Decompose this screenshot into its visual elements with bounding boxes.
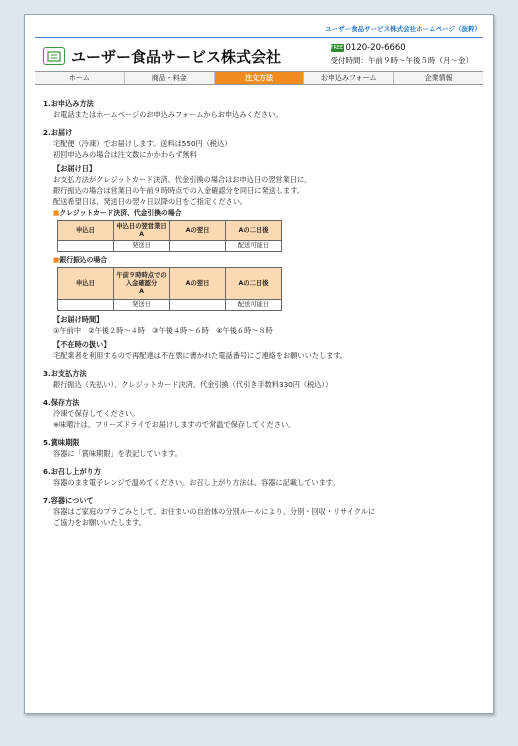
food-box-icon [47, 50, 61, 62]
section-delivery [43, 127, 479, 361]
phone-number[interactable]: 0120-20-6660 [345, 43, 406, 53]
delivery-date-text: 銀行振込の場合は営業日の午前９時時点での入金確認分を同日に発送します。 [53, 186, 304, 195]
section-body: 初回申込みの場合は注文数にかかわらず無料 [53, 150, 197, 159]
delivery-date-heading: 【お届け日】 [53, 164, 97, 173]
company-logo [43, 47, 65, 65]
document-page [24, 14, 494, 714]
section-body: ※味噌汁は、フリーズドライでお届けしますので常温で保存してください。 [53, 420, 296, 429]
nav-home[interactable]: ホーム [35, 72, 125, 84]
section-body: 容器はご家庭のプラごみとして、お住まいの自治体の分別ルールにより、分別・回収・リサイクルに [53, 507, 376, 516]
table-caption: ■クレジットカード決済、代金引換の場合 [53, 209, 182, 217]
section-title: 4.保存方法 [43, 398, 80, 407]
section-how-to-eat [43, 466, 479, 488]
table-header: Aの二日後 [226, 268, 282, 300]
table-cell: 配送可能日 [226, 241, 282, 252]
free-dial-icon: FREE [330, 45, 344, 51]
delivery-date-text: お支払方法がクレジットカード決済、代金引換の場合はお申込日の翌営業日に、 [53, 175, 312, 184]
company-name: ユーザー食品サービス株式会社 [71, 48, 282, 66]
section-body: 銀行振込（先払い）、クレジットカード決済、代金引換（代引き手数料330円（税込）） [53, 380, 333, 389]
delivery-date-text: 配送希望日は、発送日の翌々日以降の日をご指定ください。 [53, 197, 248, 206]
delivery-time-text: ①午前中 ②午後２時〜４時 ③午後４時〜６時 ④午後６時〜８時 [53, 326, 273, 335]
section-expiry [43, 437, 479, 459]
table-cell: 発送日 [114, 300, 170, 311]
homepage-excerpt-label: ユーザー食品サービス株式会社ホームページ（抜粋） [325, 25, 481, 33]
table-cell: 配送可能日 [226, 300, 282, 311]
table-cell [170, 241, 226, 252]
table-header: 申込日 [58, 268, 114, 300]
section-title: 2.お届け [43, 128, 73, 137]
section-storage [43, 397, 479, 430]
table-header: 申込日 [58, 221, 114, 241]
contact-info [331, 43, 474, 66]
table-header: 午前９時時点での 入金確認分 A [114, 268, 170, 300]
nav-order-form[interactable]: お申込みフォーム [304, 72, 394, 84]
section-containers [43, 495, 479, 528]
section-payment [43, 368, 479, 390]
nav-order-method[interactable]: 注文方法 [215, 72, 305, 84]
square-bullet-icon: ■ [53, 256, 60, 264]
table-cell: 発送日 [114, 241, 170, 252]
section-title: 7.容器について [43, 496, 94, 505]
table-header: 申込日の翌営業日 A [114, 221, 170, 241]
table-header: Aの二日後 [226, 221, 282, 241]
table-header: Aの翌日 [170, 268, 226, 300]
schedule-table-card [57, 220, 282, 252]
main-nav [35, 71, 483, 85]
section-body: ご協力をお願いいたします。 [53, 518, 146, 527]
nav-company-info[interactable]: 企業情報 [424, 74, 453, 82]
schedule-table-bank [57, 267, 282, 311]
order-method-content [43, 98, 479, 535]
table-caption: ■銀行振込の場合 [53, 256, 107, 264]
table-cell [170, 300, 226, 311]
section-body: 容器のまま電子レンジで温めてください。お召し上がり方法は、容器に記載しています。 [53, 478, 340, 487]
delivery-time-heading: 【お届け時間】 [53, 315, 104, 324]
section-title: 6.お召し上がり方 [43, 467, 102, 476]
business-hours: 受付時間：午前９時〜午後５時（月〜金） [330, 56, 473, 65]
section-body: お電話またはホームページのお申込みフォームからお申込みください。 [53, 110, 283, 119]
section-order [43, 98, 479, 120]
section-title: 5.賞味期限 [43, 438, 80, 447]
section-body: 宅配便（冷凍）でお届けします。送料は550円（税込） [53, 139, 232, 148]
table-cell [58, 241, 114, 252]
section-body: 冷凍で保存してください。 [53, 409, 140, 418]
table-cell [58, 300, 114, 311]
section-body: 容器に「賞味期限」を表記しています。 [53, 449, 182, 458]
table-header: Aの翌日 [170, 221, 226, 241]
nav-products-prices[interactable]: 商品・料金 [125, 72, 215, 84]
header-top-rule [35, 37, 483, 38]
absence-text: 宅配業者を利用するので再配達は不在票に書かれた電話番号にご連絡をお願いいたします。 [53, 351, 348, 360]
absence-heading: 【不在時の扱い】 [53, 340, 111, 349]
section-title: 1.お申込み方法 [43, 99, 94, 108]
section-title: 3.お支払方法 [43, 369, 87, 378]
square-bullet-icon: ■ [53, 209, 60, 217]
